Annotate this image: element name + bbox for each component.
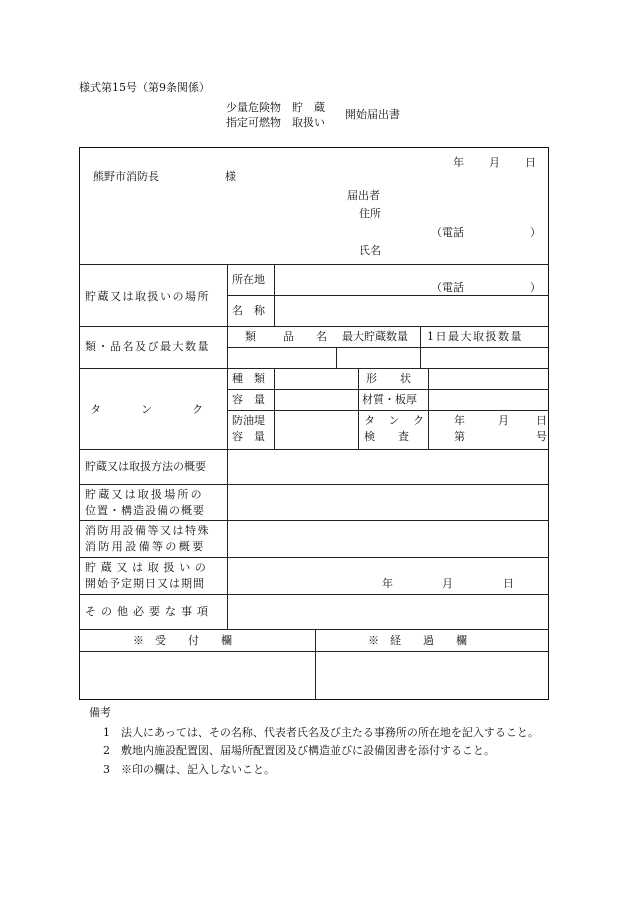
column-divider (420, 326, 421, 368)
column-divider (358, 368, 359, 449)
row-divider (227, 295, 549, 296)
tank-label: タ ン ク (90, 403, 209, 416)
inspection-day: 日 (536, 414, 547, 427)
inspection-year: 年 (454, 414, 465, 427)
col-max-daily: 1日最大取扱数量 (427, 330, 523, 343)
progress-column-label: ※ 経 過 欄 (368, 634, 467, 647)
row-divider (79, 594, 549, 595)
note-item: 2 敷地内施設配置図、届場所配置図及び構造並びに設備図書を添付すること。 (103, 744, 495, 757)
addressee: 熊野市消防長 (93, 170, 159, 183)
note-item: 3 ※印の欄は、記入しないこと。 (103, 763, 275, 776)
start-day: 日 (503, 577, 514, 590)
column-divider (336, 347, 337, 368)
date-year: 年 (453, 156, 464, 169)
col-kind: 類 (245, 330, 256, 343)
title-suffix: 開始届出書 (345, 108, 400, 121)
column-divider (315, 629, 316, 700)
row-divider (79, 629, 549, 630)
column-divider (274, 368, 275, 449)
row-divider (79, 557, 549, 558)
column-divider (274, 264, 275, 326)
row-divider (79, 264, 549, 265)
col-item: 品 名 (283, 330, 327, 343)
tank-capacity-label: 容 量 (232, 393, 265, 406)
name-label: 氏名 (359, 244, 381, 257)
start-year: 年 (382, 577, 393, 590)
title-line-1: 少量危険物 貯 蔵 (226, 101, 325, 114)
col-max-storage: 最大貯蔵数量 (342, 330, 408, 343)
inspection-number-suffix: 号 (536, 430, 547, 443)
title-line-2: 指定可燃物 取扱い (226, 116, 325, 129)
dike-label-1: 防油堤 (232, 414, 265, 427)
note-item: 1 法人にあっては、その名称、代表者氏名及び主たる事務所の所在地を記入すること。 (103, 726, 539, 739)
inspection-number-prefix: 第 (454, 430, 465, 443)
inspection-month: 月 (498, 414, 509, 427)
tank-shape-label: 形 状 (366, 372, 417, 385)
column-divider (227, 264, 228, 629)
honorific: 様 (225, 170, 236, 183)
applicant-label: 届出者 (347, 189, 380, 202)
tank-kind-label: 種 類 (232, 372, 265, 385)
row-divider (227, 410, 549, 411)
row-divider (79, 484, 549, 485)
storage-place-label: 貯蔵又は取扱いの場所 (85, 290, 210, 303)
place-name-label: 名 称 (232, 304, 265, 317)
start-month: 月 (442, 577, 453, 590)
tank-material-label: 材質・板厚 (362, 393, 417, 406)
start-date-label-1: 貯蔵又は取扱いの (85, 561, 211, 574)
date-month: 月 (489, 156, 500, 169)
fire-equipment-label-1: 消防用設備等又は特殊 (85, 524, 210, 537)
dike-label-2: 容 量 (232, 430, 265, 443)
location-phone: （電話 ） (431, 281, 541, 294)
inspection-label-1: タ ン ク (364, 414, 429, 427)
address-label: 住所 (359, 207, 381, 220)
phone-label: （電話 ） (431, 226, 541, 239)
structure-label-2: 位置・構造設備の概要 (85, 504, 205, 517)
inspection-label-2: 検 査 (364, 430, 415, 443)
kind-item-max-label: 類・品名及び最大数量 (85, 340, 210, 353)
fire-equipment-label-2: 消防用設備等の概要 (85, 540, 206, 553)
row-divider (79, 368, 549, 369)
row-divider (79, 449, 549, 450)
row-divider (227, 389, 549, 390)
start-date-label-2: 開始予定期日又は期間 (85, 577, 205, 590)
reception-column-label: ※ 受 付 欄 (133, 634, 232, 647)
notes-heading: 備考 (89, 706, 111, 719)
structure-label-1: 貯蔵又は取扱場所の (85, 488, 204, 501)
row-divider (79, 520, 549, 521)
row-divider (79, 651, 549, 652)
date-day: 日 (525, 156, 536, 169)
other-matters-label: その他必要な事項 (85, 605, 213, 618)
form-number: 様式第15号（第9条関係） (79, 81, 210, 94)
method-summary-label: 貯蔵又は取扱方法の概要 (85, 460, 206, 473)
column-divider (428, 368, 429, 449)
row-divider (227, 347, 549, 348)
location-label: 所在地 (232, 273, 265, 286)
row-divider (79, 326, 549, 327)
